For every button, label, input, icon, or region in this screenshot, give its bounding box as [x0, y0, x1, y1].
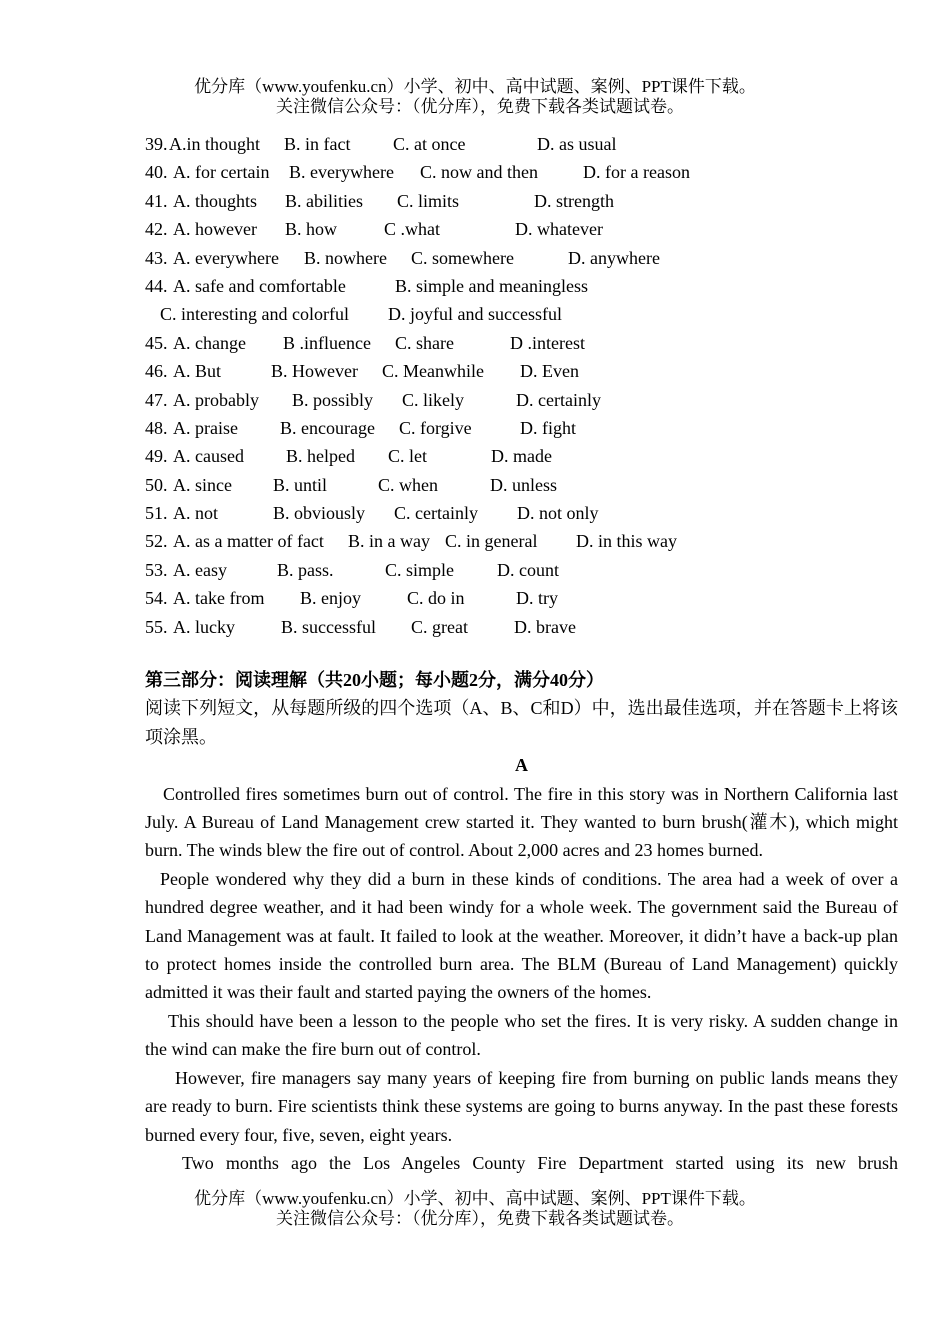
option-b: B. until: [273, 474, 328, 495]
option-b: B. abilities: [285, 190, 363, 211]
option-c: C. simple: [385, 559, 455, 580]
passage-label: A: [515, 755, 528, 776]
option-c: C. let: [388, 446, 427, 467]
option-b: B. encourage: [280, 417, 375, 438]
option-b: B. nowhere: [304, 247, 387, 268]
option-d: D. in this way: [576, 531, 677, 552]
option-a: A. change: [173, 332, 246, 353]
option-c: C. likely: [402, 389, 464, 410]
option-d: D. fight: [520, 417, 576, 438]
question-number: 54.: [145, 588, 168, 609]
option-d: D. made: [491, 446, 552, 467]
option-c: C. Meanwhile: [382, 361, 484, 382]
option-b: B. enjoy: [300, 588, 361, 609]
passage-paragraph-2: People wondered why they did a burn in these kinds of conditions. The area had a week of over a hundred degree weather, and it had been windy for a whole week. The government said the Bureau of Land Management was at fault. It failed to look at the weather. Moreover, it didn’t have a back-up plan to protect homes inside the controlled burn area. The BLM (Bureau of Land Management) quickly admitted it was their fault and started paying the owners of the homes.: [145, 868, 898, 1003]
question-number: 43.: [145, 247, 168, 268]
option-d: D. strength: [534, 190, 614, 211]
option-a: A. safe and comfortable: [173, 275, 346, 296]
option-d: D. joyful and successful: [388, 304, 562, 325]
option-c: C .what: [384, 219, 440, 240]
question-number: 41.: [145, 190, 168, 211]
option-a: A. since: [173, 474, 232, 495]
option-c: C. great: [411, 616, 468, 637]
question-number: 44.: [145, 275, 168, 296]
option-a: A. But: [173, 361, 222, 382]
question-number: 40.: [145, 162, 168, 183]
option-a: A. easy: [173, 559, 227, 580]
option-b: B. how: [285, 219, 338, 240]
passage-paragraph-5: Two months ago the Los Angeles County Fire Department started using its new brush: [182, 1152, 898, 1173]
option-a: A. not: [173, 503, 218, 524]
question-number: 46.: [145, 361, 168, 382]
option-c: C. certainly: [394, 503, 478, 524]
option-b: B .influence: [283, 332, 371, 353]
option-a: A. praise: [173, 417, 238, 438]
footer-line-1: 优分库（www.youfenku.cn）小学、初中、高中试题、案例、PPT课件下载。: [194, 1189, 756, 1208]
option-a: A. as a matter of fact: [173, 531, 324, 552]
option-a: A. everywhere: [173, 247, 279, 268]
page-header: [0, 77, 950, 117]
option-b: B. in a way: [348, 531, 430, 552]
option-d: D .interest: [510, 332, 585, 353]
option-c: C. at once: [393, 134, 466, 154]
option-c: C. forgive: [399, 417, 472, 438]
option-d: D. whatever: [515, 219, 603, 240]
section-title: 第三部分：阅读理解（共20小题；每小题2分，满分40分）: [145, 670, 604, 690]
page-footer: [0, 1189, 950, 1229]
passage-paragraph-4: However, fire managers say many years of keeping fire from burning on public lands means they are ready to burn. Fire scientists think these systems are going to burns anyway. In the past these forests burned every four, five, seven, eight years.: [145, 1067, 898, 1145]
question-number: 48.: [145, 417, 168, 438]
header-line-1: 优分库（www.youfenku.cn）小学、初中、高中试题、案例、PPT课件下载。: [194, 77, 756, 96]
option-a: A.in thought: [169, 134, 261, 154]
section-instructions: 阅读下列短文，从每题所级的四个选项（A、B、C和D）中，选出最佳选项，并在答题卡上将该项涂黑。: [145, 698, 898, 747]
option-a: A. for certain: [173, 162, 270, 183]
option-a: A. thoughts: [173, 190, 258, 211]
option-c: C. share: [395, 332, 454, 353]
option-b: B. simple and meaningless: [395, 275, 588, 296]
option-d: D. count: [497, 559, 559, 580]
passage-paragraph-3: This should have been a lesson to the people who set the fires. It is very risky. A sudden change in the wind can make the fire burn out of control.: [145, 1010, 898, 1060]
option-d: D. as usual: [537, 134, 617, 154]
option-c: C. interesting and colorful: [160, 304, 349, 325]
option-a: A. however: [173, 219, 257, 240]
option-c: C. do in: [407, 588, 465, 609]
option-c: C. now and then: [420, 162, 538, 183]
option-d: D. Even: [520, 361, 579, 382]
option-c: C. when: [378, 474, 438, 495]
option-a: A. caused: [173, 446, 244, 467]
footer-line-2: 关注微信公众号：（优分库），免费下载各类试题试卷。: [276, 1209, 684, 1228]
option-c: C. limits: [397, 190, 460, 211]
question-number: 55.: [145, 616, 168, 637]
question-number: 50.: [145, 474, 168, 495]
option-d: D. certainly: [516, 389, 601, 410]
option-d: D. brave: [514, 616, 576, 637]
option-b: B. helped: [286, 446, 355, 467]
option-a: A. lucky: [173, 616, 235, 637]
option-d: D. for a reason: [583, 162, 690, 183]
option-b: B. obviously: [273, 503, 366, 524]
question-number: 52.: [145, 531, 168, 552]
option-a: A. probably: [173, 389, 259, 410]
question-number: 53.: [145, 559, 168, 580]
option-d: D. unless: [490, 474, 557, 495]
option-b: B. in fact: [284, 134, 351, 154]
option-b: B. pass.: [277, 559, 334, 580]
option-d: D. try: [516, 588, 558, 609]
question-number: 45.: [145, 332, 168, 353]
header-line-2: 关注微信公众号：（优分库），免费下载各类试题试卷。: [276, 97, 684, 116]
question-number: 42.: [145, 219, 168, 240]
question-number: 51.: [145, 503, 168, 524]
option-b: B. everywhere: [289, 162, 394, 183]
question-number: 39.: [145, 134, 168, 154]
question-number: 49.: [145, 446, 168, 467]
option-a: A. take from: [173, 588, 265, 609]
option-b: B. possibly: [292, 389, 374, 410]
question-number: 47.: [145, 389, 168, 410]
option-d: D. anywhere: [568, 247, 660, 268]
option-c: C. somewhere: [411, 247, 514, 268]
option-d: D. not only: [517, 503, 599, 524]
reading-section: [145, 666, 898, 1177]
option-b: B. However: [271, 361, 358, 382]
option-b: B. successful: [281, 616, 376, 637]
option-c: C. in general: [445, 531, 538, 552]
passage-paragraph-1: Controlled fires sometimes burn out of control. The fire in this story was in Northern California last July. A Bureau of Land Management crew started it. They wanted to burn brush(灌木), which might burn. The winds blew the fire out of control. About 2,000 acres and 23 homes burned.: [145, 783, 898, 861]
